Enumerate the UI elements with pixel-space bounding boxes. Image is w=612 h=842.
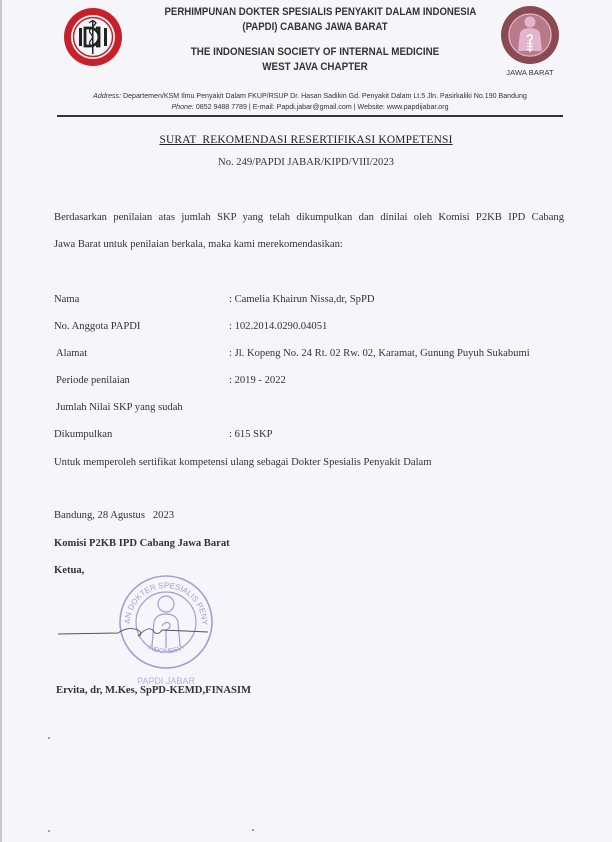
papdi-logo-caption: JAWA BARAT bbox=[506, 68, 554, 77]
signer-name: Ervita, dr, M.Kes, SpPD-KEMD,FINASIM bbox=[56, 685, 252, 696]
email-label: E-mail: bbox=[252, 102, 275, 111]
field-value-collected: : 615 SKP bbox=[229, 429, 273, 440]
phone-value: 0852 9488 7789 bbox=[195, 102, 247, 111]
closing-statement: Untuk memperoleh sertifikat kompetensi ulang sebagai Dokter Spesialis Penyakit Dalam bbox=[54, 457, 432, 468]
intro-paragraph-line2: Jawa Barat untuk penilaian berkala, maka kami merekomendasikan: bbox=[54, 239, 343, 250]
stamp-ring-text-top: AN DOKTER SPESIALIS PENY bbox=[122, 580, 210, 625]
phone-label: Phone: bbox=[171, 102, 194, 111]
org-english-line1: THE INDONESIAN SOCIETY OF INTERNAL MEDICINE bbox=[190, 46, 440, 58]
org-english-line2: WEST JAVA CHAPTER bbox=[262, 61, 368, 73]
field-label-skp-total: Jumlah Nilai SKP yang sudah bbox=[56, 402, 183, 413]
stamp-caption: PAPDI JABAR bbox=[137, 676, 195, 686]
field-value-member-number: : 102.2014.0290.04051 bbox=[229, 321, 328, 332]
field-label-member-number: No. Anggota PAPDI bbox=[54, 321, 141, 332]
address-text: Departemen/KSM Ilmu Penyakit Dalam FKUP/RSUP Dr. Hasan Sadikin Gd. Penyakit Dalam Lt.5 Jln. Pasirkaliki No.190 Bandung bbox=[123, 91, 527, 100]
website-label: Website: bbox=[357, 102, 385, 111]
letterhead-contact bbox=[68, 102, 552, 111]
page-edge bbox=[0, 0, 2, 842]
idi-logo-icon bbox=[62, 6, 124, 68]
org-name-line1: PERHIMPUNAN DOKTER SPESIALIS PENYAKIT DALAM INDONESIA bbox=[164, 6, 477, 18]
papdi-logo-icon bbox=[500, 5, 560, 65]
scan-speck bbox=[48, 830, 50, 832]
separator: | bbox=[353, 102, 356, 111]
field-label-period: Periode penilaian bbox=[56, 375, 130, 386]
document-title: SURAT REKOMENDASI RESERTIFIKASI KOMPETENSI bbox=[159, 134, 453, 146]
signature bbox=[58, 620, 218, 640]
scan-speck bbox=[48, 737, 50, 739]
place-date: Bandung, 28 Agustus 2023 bbox=[54, 510, 175, 521]
field-label-nama: Nama bbox=[54, 294, 80, 305]
email-value: Papdi.jabar@gmail.com bbox=[276, 102, 352, 111]
field-value-nama: : Camelia Khairun Nissa,dr, SpPD bbox=[229, 294, 375, 305]
signer-role: Ketua, bbox=[54, 565, 85, 576]
committee-name: Komisi P2KB IPD Cabang Jawa Barat bbox=[54, 538, 230, 549]
document-number: No. 249/PAPDI JABAR/KIPD/VIII/2023 bbox=[218, 157, 394, 168]
field-label-collected: Dikumpulkan bbox=[54, 429, 113, 440]
website-value: www.papdijabar.org bbox=[386, 102, 449, 111]
letterhead-address bbox=[68, 91, 552, 100]
field-value-address: : Jl. Kopeng No. 24 Rt. 02 Rw. 02, Karamat, Gunung Puyuh Sukabumi bbox=[229, 348, 530, 359]
letterhead-divider bbox=[57, 115, 563, 117]
stamp-ring-text-bottom: INDONESIA bbox=[146, 643, 186, 656]
field-label-address: Alamat bbox=[56, 348, 88, 359]
field-value-period: : 2019 - 2022 bbox=[229, 375, 286, 386]
intro-paragraph-line1: Berdasarkan penilaian atas jumlah SKP yang telah dikumpulkan dan dinilai oleh Komisi P2KB IPD Cabang bbox=[54, 212, 564, 223]
scan-speck bbox=[252, 829, 254, 831]
org-name-line2: (PAPDI) CABANG JAWA BARAT bbox=[242, 21, 388, 33]
address-label: Address: bbox=[93, 91, 122, 100]
separator: | bbox=[248, 102, 251, 111]
